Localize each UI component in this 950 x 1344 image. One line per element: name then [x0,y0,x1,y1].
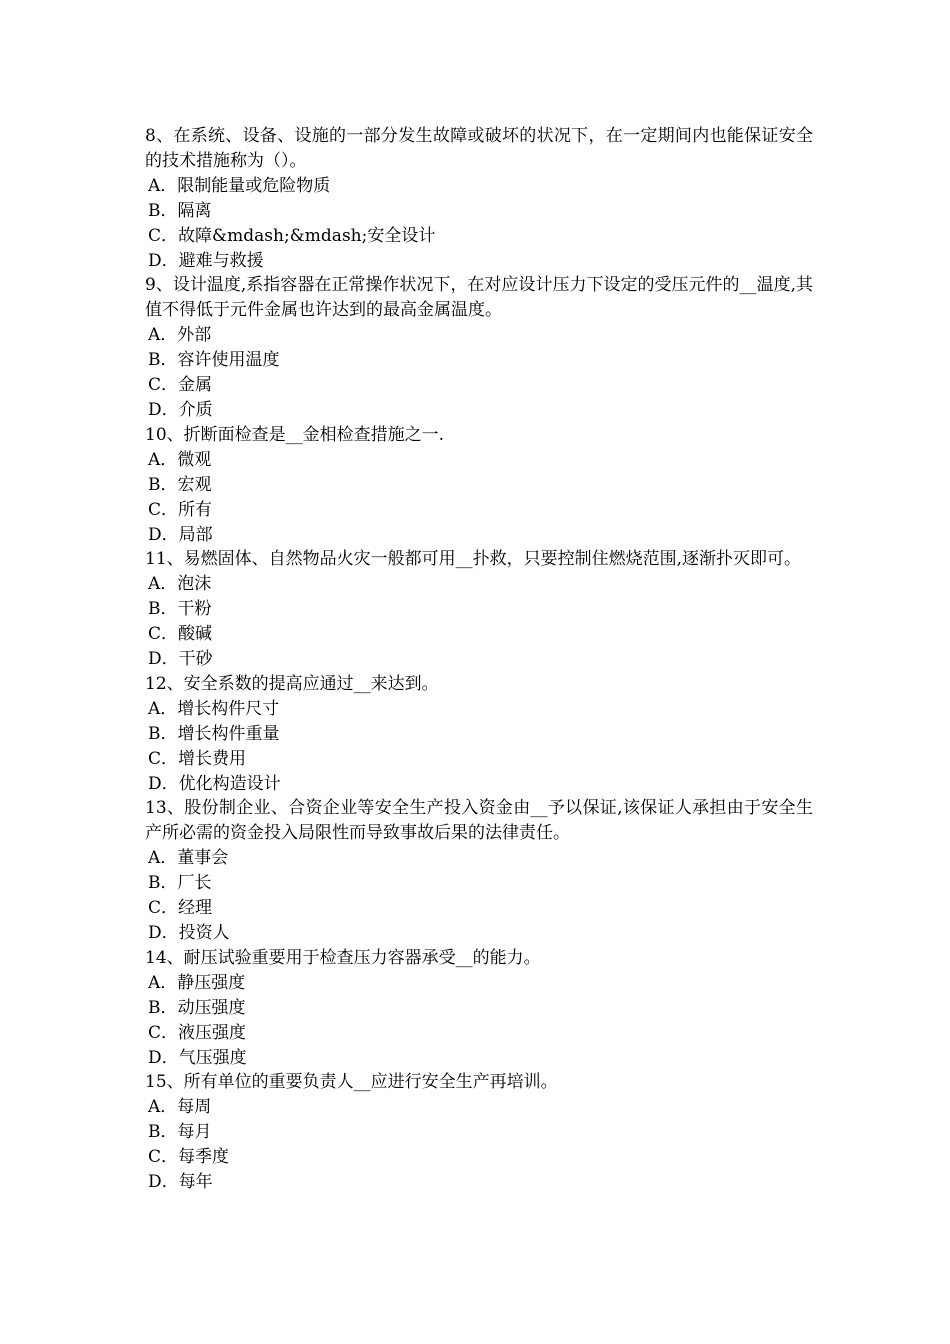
option-a: A．静压强度 [148,972,246,993]
question-text: 9、设计温度,系指容器在正常操作状况下，在对应设计压力下设定的受压元件的__温度,其值不得低于元件金属也许达到的最高金属温度。 [145,275,813,321]
question-block [145,796,813,945]
option-d: D．避难与救援 [148,250,264,271]
option-c: C．金属 [148,375,213,396]
question-text: 14、耐压试验重要用于检查压力容器承受__的能力。 [145,947,541,968]
option-a: A．增长构件尺寸 [148,698,280,719]
question-block [145,423,813,548]
option-b: B．增长构件重量 [148,723,280,744]
option-d: D．局部 [148,524,213,545]
question-text: 13、股份制企业、合资企业等安全生产投入资金由__予以保证,该保证人承担由于安全生产所必需的资金投入局限性而导致事故后果的法律责任。 [145,798,813,844]
option-d: D．介质 [148,399,213,420]
option-a: A．外部 [148,325,212,346]
option-b: B．宏观 [148,474,212,495]
option-b: B．每月 [148,1122,212,1143]
question-block [145,1070,813,1195]
option-c: C．酸碱 [148,624,213,645]
option-a: A．泡沫 [148,574,212,595]
option-c: C．液压强度 [148,1022,247,1043]
option-a: A．限制能量或危险物质 [148,175,331,196]
option-c: C．每季度 [148,1147,230,1168]
question-text: 11、易燃固体、自然物品火灾一般都可用__扑救，只要控制住燃烧范围,逐渐扑灭即可。 [145,549,802,570]
option-d: D．干砂 [148,649,213,670]
question-block [145,672,813,797]
option-d: D．气压强度 [148,1047,247,1068]
question-block [145,946,813,1071]
question-text: 10、折断面检查是__金相检查措施之一. [145,424,445,445]
option-b: B．干粉 [148,599,212,620]
option-c: C．增长费用 [148,748,247,769]
option-c: C．经理 [148,898,213,919]
question-list [145,124,813,1195]
question-text: 12、安全系数的提高应通过__来达到。 [145,673,439,694]
question-block [145,124,813,273]
option-b: B．动压强度 [148,997,246,1018]
question-block [145,273,813,422]
option-c: C．故障&mdash;&mdash;安全设计 [148,225,436,246]
option-c: C．所有 [148,499,213,520]
option-a: A．每周 [148,1097,212,1118]
question-text: 8、在系统、设备、设施的一部分发生故障或破坏的状况下，在一定期间内也能保证安全的技术措施称为（）。 [145,126,813,171]
option-d: D．投资人 [148,923,230,943]
option-b: B．厂长 [148,873,212,894]
option-b: B．容许使用温度 [148,350,280,371]
option-d: D．每年 [148,1172,213,1193]
option-d: D．优化构造设计 [148,773,281,794]
option-a: A．微观 [148,449,212,470]
option-b: B．隔离 [148,200,212,221]
option-a: A．董事会 [148,848,229,869]
question-block [145,547,813,672]
question-text: 15、所有单位的重要负责人__应进行安全生产再培训。 [145,1072,558,1093]
